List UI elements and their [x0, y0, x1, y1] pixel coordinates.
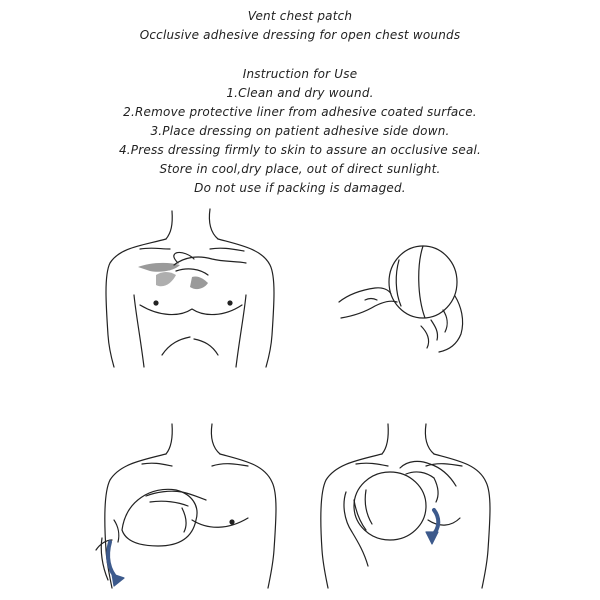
- damage-warning: Do not use if packing is damaged.: [194, 181, 406, 195]
- instruction-step-2: 2.Remove protective liner from adhesive coated surface.: [123, 105, 477, 119]
- illustration-press-seal: [308, 420, 498, 590]
- storage-note: Store in cool,dry place, out of direct sunlight.: [159, 162, 441, 176]
- instruction-step-1: 1.Clean and dry wound.: [226, 86, 374, 100]
- document-title: Vent chest patch: [247, 9, 353, 23]
- illustration-clean-wound: [100, 205, 280, 370]
- instruction-step-3: 3.Place dressing on patient adhesive side down.: [150, 124, 450, 138]
- instruction-step-4: 4.Press dressing firmly to skin to assure an occlusive seal.: [118, 143, 482, 157]
- document-subtitle: Occlusive adhesive dressing for open chest wounds: [139, 28, 461, 42]
- illustration-place-dressing: [92, 420, 282, 590]
- instructions-heading: Instruction for Use: [242, 67, 358, 81]
- title-block: [0, 7, 600, 45]
- instructions-block: [0, 65, 600, 198]
- illustration-remove-liner: [335, 240, 470, 355]
